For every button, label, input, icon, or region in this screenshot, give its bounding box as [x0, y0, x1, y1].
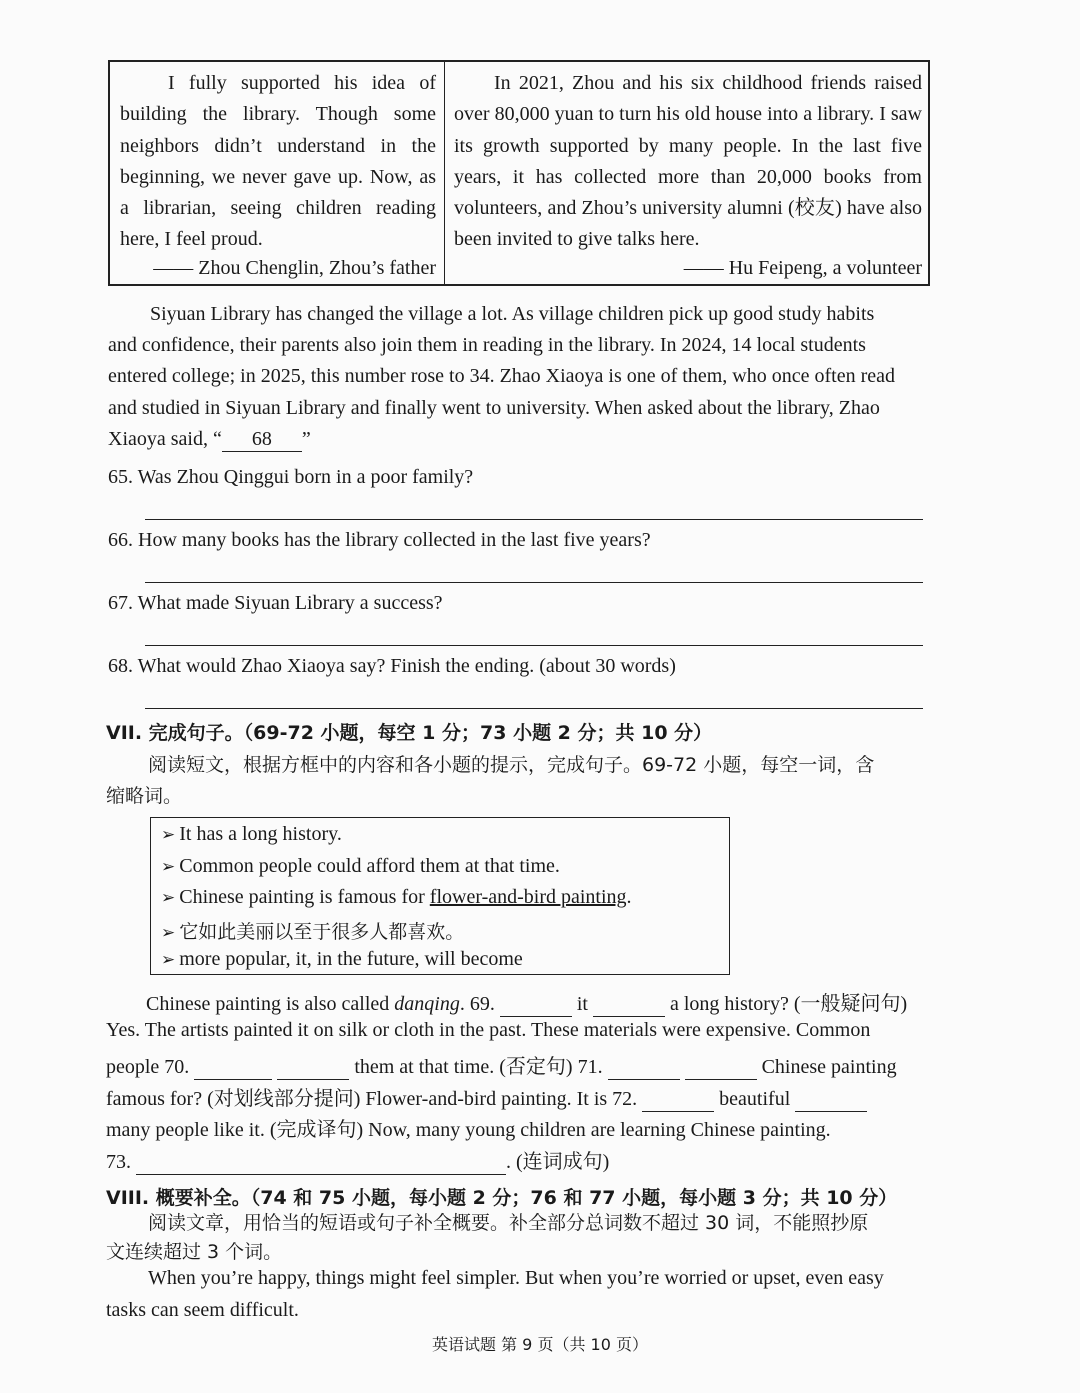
- answer-line-65[interactable]: [145, 519, 923, 520]
- section-8-title: VIII. 概要补全。（74 和 75 小题，每小题 2 分；76 和 77 小题，每小题 3 分；共 10 分）: [106, 1187, 898, 1209]
- blank-70b[interactable]: [277, 1056, 349, 1080]
- arrow-icon: ➢: [161, 888, 176, 907]
- passage-line-1: Siyuan Library has changed the village a lot. As village children pick up good study habits: [150, 303, 875, 325]
- blank-69a[interactable]: [500, 993, 572, 1017]
- arrow-icon: ➢: [161, 950, 176, 969]
- section-8-para-line-1: When you’re happy, things might feel simpler. But when you’re worried or upset, even easy: [148, 1267, 884, 1289]
- passage-line-2: and confidence, their parents also join them in reading in the library. In 2024, 14 local students: [108, 334, 866, 356]
- passage-prefix: Xiaoya said, “: [108, 428, 222, 450]
- question-65: 65. Was Zhou Qinggui born in a poor family?: [108, 466, 474, 488]
- passage-line-4: and studied in Siyuan Library and finally went to university. When asked about the library, Zhao: [108, 397, 880, 419]
- section-8-para-line-2: tasks can seem difficult.: [106, 1299, 299, 1321]
- question-68: 68. What would Zhao Xiaoya say? Finish the ending. (about 30 words): [108, 655, 676, 677]
- section-7-instruction-1: 阅读短文，根据方框中的内容和各小题的提示，完成句子。69-72 小题，每空一词，含: [148, 754, 875, 776]
- answer-line-66[interactable]: [145, 582, 923, 583]
- s7-line-2: Yes. The artists painted it on silk or cloth in the past. These materials were expensive. Common: [106, 1019, 871, 1041]
- section-8-instruction-1: 阅读文章，用恰当的短语或句子补全概要。补全部分总词数不超过 30 词，不能照抄原: [148, 1212, 869, 1234]
- quote-table: [108, 60, 930, 286]
- answer-line-68[interactable]: [145, 708, 923, 709]
- section-7-instruction-2: 缩略词。: [106, 785, 183, 807]
- page-footer: 英语试题 第 9 页（共 10 页）: [432, 1335, 648, 1354]
- answer-line-67[interactable]: [145, 645, 923, 646]
- volunteer-signature: —— Hu Feipeng, a volunteer: [683, 257, 922, 279]
- s7-line-1: Chinese painting is also called danqing. 69. it a long history? (一般疑问句): [146, 993, 908, 1015]
- s7-line-6: 73. . (连词成句): [106, 1151, 610, 1173]
- blank-73[interactable]: [136, 1151, 506, 1175]
- underlined-phrase: flower-and-bird painting: [429, 886, 627, 908]
- father-quote: I fully supported his idea of building the library. Though some neighbors didn’t understand in the beginning, we never gave up. Now, as a librarian, seeing children reading here, I feel proud.: [120, 72, 436, 251]
- s7-line-3: people 70. them at that time. (否定句) 71. Chinese painting: [106, 1056, 897, 1078]
- blank-71a[interactable]: [608, 1056, 680, 1080]
- blank-72b[interactable]: [795, 1088, 867, 1112]
- s7-line-4: famous for? (对划线部分提问) Flower-and-bird painting. It is 72. beautiful: [106, 1082, 867, 1112]
- arrow-icon: ➢: [161, 857, 176, 876]
- passage-suffix: ”: [301, 428, 311, 450]
- arrow-icon: ➢: [161, 923, 176, 943]
- section-7-title: VII. 完成句子。（69-72 小题，每空 1 分；73 小题 2 分；共 10 分）: [106, 722, 713, 744]
- blank-70a[interactable]: [194, 1056, 272, 1080]
- blank-72a[interactable]: [642, 1088, 714, 1112]
- blank-68[interactable]: 68: [222, 428, 302, 452]
- passage-line-3: entered college; in 2025, this number rose to 34. Zhao Xiaoya is one of them, who once often read: [108, 365, 895, 387]
- hint-1: ➢ It has a long history.: [161, 823, 342, 845]
- volunteer-quote: In 2021, Zhou and his six childhood friends raised over 80,000 yuan to turn his old house into a library. I saw its growth supported by many people. In the last five years, it has collected more than 20,000 books from volunteers, and Zhou’s university alumni (校友) have also been invited to give talks here.: [454, 72, 922, 251]
- hint-box: [150, 817, 730, 975]
- section-8-instruction-2: 文连续超过 3 个词。: [106, 1241, 283, 1263]
- father-signature: —— Zhou Chenglin, Zhou’s father: [153, 257, 436, 279]
- hint-5: ➢ more popular, it, in the future, will become: [161, 948, 523, 970]
- question-67: 67. What made Siyuan Library a success?: [108, 592, 443, 614]
- arrow-icon: ➢: [161, 825, 176, 844]
- blank-71b[interactable]: [685, 1056, 757, 1080]
- s7-line-5: many people like it. (完成译句) Now, many young children are learning Chinese painting.: [106, 1119, 831, 1141]
- blank-69b[interactable]: [593, 993, 665, 1017]
- hint-4: ➢ 它如此美丽以至于很多人都喜欢。: [161, 921, 465, 943]
- hint-2: ➢ Common people could afford them at that time.: [161, 855, 560, 877]
- passage-line-5: [108, 428, 311, 452]
- question-66: 66. How many books has the library collected in the last five years?: [108, 529, 651, 551]
- table-divider: [444, 62, 445, 284]
- hint-3: ➢ Chinese painting is famous for flower-and-bird painting.: [161, 886, 632, 908]
